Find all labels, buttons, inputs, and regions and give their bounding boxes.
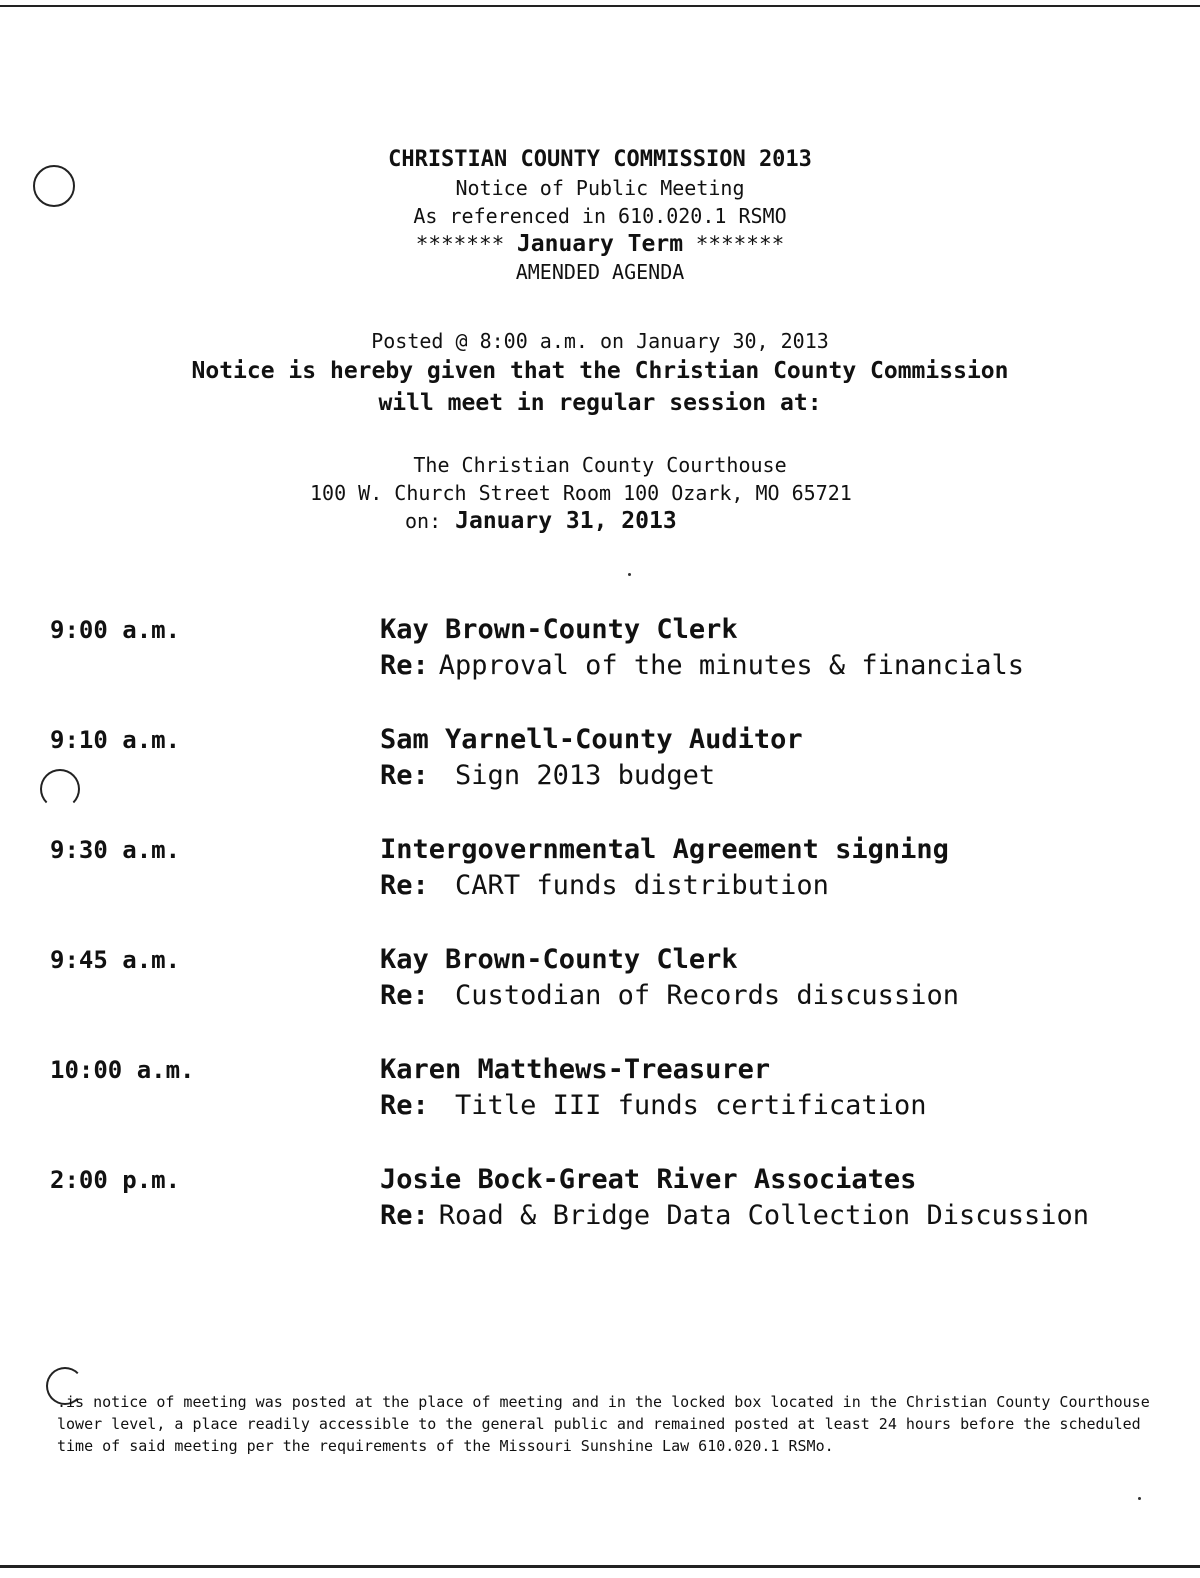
agenda-presenter: Josie Bock-Great River Associates bbox=[380, 1164, 917, 1195]
re-label: Re: bbox=[380, 980, 429, 1011]
term-stars-left: ******* bbox=[415, 232, 505, 256]
re-label: Re: bbox=[380, 1090, 429, 1121]
agenda-presenter: Kay Brown-County Clerk bbox=[380, 944, 738, 975]
document-title: CHRISTIAN COUNTY COMMISSION 2013 bbox=[388, 147, 812, 172]
re-label: Re: bbox=[380, 1200, 429, 1231]
posted-line: Posted @ 8:00 a.m. on January 30, 2013 bbox=[371, 329, 829, 353]
agenda-time: 9:10 a.m. bbox=[50, 726, 181, 754]
agenda-topic bbox=[380, 1198, 1089, 1234]
agenda-presenter: Karen Matthews-Treasurer bbox=[380, 1054, 771, 1085]
agenda-topic bbox=[380, 1088, 926, 1124]
agenda-item bbox=[0, 832, 1200, 912]
location-building: The Christian County Courthouse bbox=[413, 453, 787, 477]
agenda-topic-text: Custodian of Records discussion bbox=[455, 980, 959, 1011]
bottom-border-line bbox=[0, 1565, 1200, 1568]
term-stars-right: ******* bbox=[695, 232, 785, 256]
agenda-topic bbox=[380, 978, 959, 1014]
agenda-item bbox=[0, 612, 1200, 692]
agenda-item bbox=[0, 722, 1200, 802]
agenda-time: 10:00 a.m. bbox=[50, 1056, 195, 1084]
agenda-topic-text: Approval of the minutes & financials bbox=[438, 650, 1024, 681]
agenda-topic bbox=[380, 868, 829, 904]
agenda-time: 9:30 a.m. bbox=[50, 836, 181, 864]
posting-statement: .is notice of meeting was posted at the place of meeting and in the locked box located in the Christian County Courthouse lower level, a place readily accessible to the general public and remained posted at least 24 hours before the scheduled time of said meeting per the requirements of the Missouri Sunshine Law 610.020.1 RSMo. bbox=[57, 1393, 1150, 1455]
meeting-date-line bbox=[405, 507, 677, 535]
agenda-item bbox=[0, 1162, 1200, 1242]
re-label: Re: bbox=[380, 650, 429, 681]
agenda-presenter: Intergovernmental Agreement signing bbox=[380, 834, 949, 865]
scan-speck bbox=[628, 573, 631, 576]
agenda-topic-text: Sign 2013 budget bbox=[455, 760, 716, 791]
top-border-line bbox=[0, 5, 1200, 7]
statute-reference: As referenced in 610.020.1 RSMO bbox=[413, 204, 787, 228]
notice-statement bbox=[0, 355, 1200, 419]
agenda-presenter: Kay Brown-County Clerk bbox=[380, 614, 738, 645]
agenda-topic bbox=[380, 758, 715, 794]
agenda-topic bbox=[380, 648, 1024, 684]
scan-speck bbox=[1138, 1497, 1141, 1500]
agenda-type: AMENDED AGENDA bbox=[515, 260, 685, 284]
agenda-item bbox=[0, 1052, 1200, 1132]
agenda-topic-text: Title III funds certification bbox=[455, 1090, 927, 1121]
location-address: 100 W. Church Street Room 100 Ozark, MO 65721 bbox=[310, 481, 852, 505]
re-label: Re: bbox=[380, 760, 429, 791]
on-label: on: bbox=[405, 509, 442, 533]
notice-line-1: Notice is hereby given that the Christian County Commission bbox=[191, 358, 1009, 384]
agenda-time: 2:00 p.m. bbox=[50, 1166, 181, 1194]
agenda-item bbox=[0, 942, 1200, 1022]
meeting-date: January 31, 2013 bbox=[455, 508, 677, 534]
agenda-topic-text: CART funds distribution bbox=[455, 870, 829, 901]
agenda-topic-text: Road & Bridge Data Collection Discussion bbox=[438, 1200, 1089, 1231]
agenda-time: 9:00 a.m. bbox=[50, 616, 181, 644]
agenda-time: 9:45 a.m. bbox=[50, 946, 181, 974]
term-name: January Term bbox=[516, 231, 684, 257]
meeting-location bbox=[0, 451, 1200, 534]
document-subtitle: Notice of Public Meeting bbox=[455, 176, 745, 200]
notice-line-2: will meet in regular session at: bbox=[378, 390, 822, 416]
term-line bbox=[0, 230, 1200, 258]
document-header bbox=[0, 146, 1200, 286]
agenda-presenter: Sam Yarnell-County Auditor bbox=[380, 724, 803, 755]
re-label: Re: bbox=[380, 870, 429, 901]
